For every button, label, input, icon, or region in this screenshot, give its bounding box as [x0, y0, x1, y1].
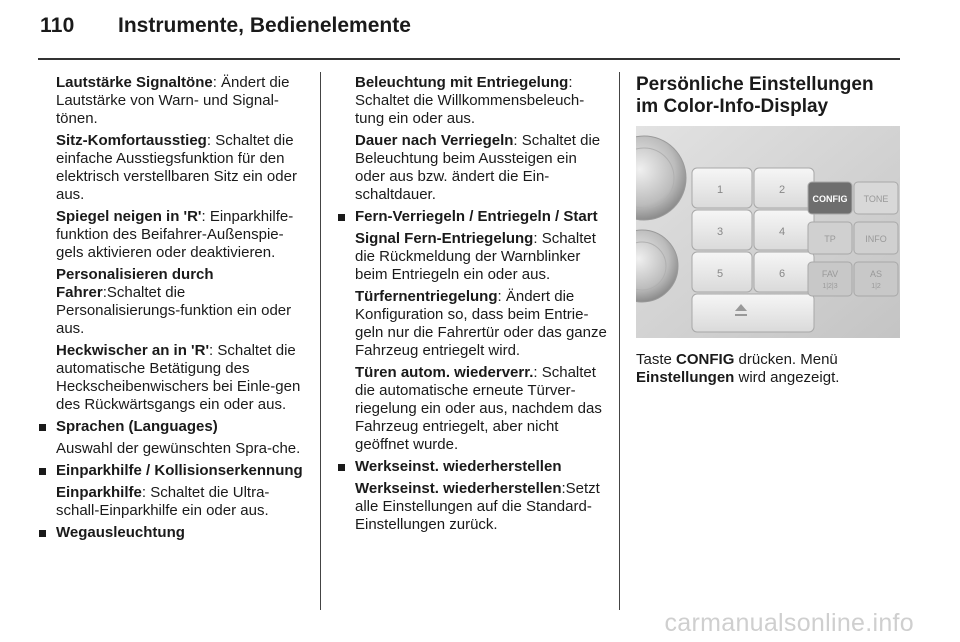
setting-term: Lautstärke Signaltöne	[56, 74, 213, 91]
setting-definition: Lautstärke Signaltöne: Ändert die Lautstärke von Warn- und Signal-tönen.	[56, 74, 290, 127]
bullet-heading: Wegausleuchtung	[38, 524, 306, 542]
setting-description: Schaltet die automatische erneute Türver-riegelung ein oder aus, nachdem das Fahrzeug entriegelt, aber nicht geöffnet wurde.	[355, 364, 602, 453]
setting-description: Einparkhilfe-funktion des Beifahrer-Außenspie-gels aktivieren oder deaktivieren.	[56, 208, 294, 261]
setting-term: Dauer nach Verriegeln	[355, 132, 514, 149]
setting-definition: Dauer nach Verriegeln: Schaltet die Beleuchtung beim Aussteigen ein oder aus bzw. ändert die Ein-schaltdauer.	[355, 132, 601, 203]
setting-term: Werkseinst. wiederherstellen	[355, 480, 562, 497]
setting-term: Türen autom. wiederverr.	[355, 364, 534, 381]
setting-description: Schaltet die Beleuchtung beim Aussteigen ein oder aus bzw. ändert die Ein-schaltdauer.	[355, 132, 601, 203]
setting-description: Schaltet die Ultra-schall-Einparkhilfe ein oder aus.	[56, 484, 270, 519]
svg-text:2: 2	[778, 184, 786, 196]
column-2	[337, 74, 607, 538]
column-3	[636, 74, 900, 387]
bullet-heading: Sprachen (Languages)	[38, 418, 306, 436]
svg-text:5: 5	[716, 268, 724, 280]
svg-text:CONFIG: CONFIG	[812, 194, 848, 204]
svg-text:3: 3	[716, 226, 724, 238]
setting-definition: Einparkhilfe: Schaltet die Ultra-schall-Einparkhilfe ein oder aus.	[56, 484, 270, 519]
bullet-square-icon	[338, 214, 345, 221]
bullet-heading: Fern-Verriegeln / Entriegeln / Start	[337, 208, 607, 226]
setting-definition: Spiegel neigen in 'R': Einparkhilfe-funktion des Beifahrer-Außenspie-gels aktivieren oder deaktivieren.	[56, 208, 294, 261]
setting-term: Spiegel neigen in 'R'	[56, 208, 202, 225]
svg-text:INFO: INFO	[865, 234, 887, 244]
fav-button	[808, 262, 852, 296]
page-number: 110	[40, 14, 75, 37]
svg-text:FAV: FAV	[821, 269, 839, 279]
svg-text:TONE: TONE	[863, 194, 889, 204]
setting-definition: Heckwischer an in 'R': Schaltet die automatische Betätigung des Heckscheibenwischers bei Einle-gen des Rückwärtsgangs ein oder aus.	[56, 342, 301, 413]
bullet-square-icon	[39, 424, 46, 431]
column-divider-1	[320, 72, 321, 610]
svg-text:AS: AS	[869, 269, 883, 279]
setting-definition: Sitz-Komfortausstieg: Schaltet die einfache Ausstiegsfunktion für den elektrisch verstellbaren Sitz ein oder aus.	[56, 132, 297, 203]
setting-definition: Werkseinst. wiederherstellen:Setzt alle Einstellungen auf die Standard-Einstellungen zurück.	[355, 480, 600, 533]
setting-description: Schaltet die Personalisierungs-funktion ein oder aus.	[56, 284, 292, 337]
setting-definition: Türen autom. wiederverr.: Schaltet die automatische erneute Türver-riegelung ein oder aus, nachdem das Fahrzeug entriegelt, aber nicht geöffnet wurde.	[355, 364, 602, 453]
setting-term: Türfernentriegelung	[355, 288, 498, 305]
setting-term: Sitz-Komfortausstieg	[56, 132, 207, 149]
setting-description: Setzt alle Einstellungen auf die Standard-Einstellungen zurück.	[355, 480, 600, 533]
setting-description: Ändert die Lautstärke von Warn- und Signal-tönen.	[56, 74, 290, 127]
setting-description: Ändert die Konfiguration so, dass beim Entrie-geln nur die Fahrertür oder das ganze Fahrzeug entriegelt wird.	[355, 288, 607, 359]
paragraph: Auswahl der gewünschten Spra-che.	[56, 440, 301, 457]
bullet-square-icon	[39, 530, 46, 537]
photo-caption: Taste CONFIG drücken. Menü Einstellungen wird angezeigt.	[636, 351, 840, 386]
svg-text:1: 1	[716, 184, 724, 196]
setting-term: Einparkhilfe	[56, 484, 142, 501]
setting-definition: Signal Fern-Entriegelung: Schaltet die Rückmeldung der Warnblinker beim Entriegeln ein oder aus.	[355, 230, 596, 283]
setting-definition: Türfernentriegelung: Ändert die Konfiguration so, dass beim Entrie-geln nur die Fahrertür oder das ganze Fahrzeug entriegelt wird.	[355, 288, 607, 359]
setting-description: Schaltet die Willkommensbeleuch-tung ein oder aus.	[355, 92, 585, 127]
bullet-heading: Einparkhilfe / Kollisionserkennung	[38, 462, 306, 480]
svg-text:1|2|3: 1|2|3	[822, 283, 838, 290]
column-1	[38, 74, 306, 546]
control-panel-photo	[636, 126, 900, 338]
header-rule	[38, 58, 900, 60]
setting-description: Schaltet die Rückmeldung der Warnblinker beim Entriegeln ein oder aus.	[355, 230, 596, 283]
setting-term: Personalisieren durch Fahrer	[56, 266, 214, 301]
setting-term: Beleuchtung mit Entriegelung	[355, 74, 569, 91]
bullet-heading: Werkseinst. wiederherstellen	[337, 458, 607, 476]
setting-term: Heckwischer an in 'R'	[56, 342, 210, 359]
svg-text:4: 4	[778, 226, 786, 238]
column-divider-2	[619, 72, 620, 610]
bullet-square-icon	[39, 468, 46, 475]
svg-text:TP: TP	[824, 234, 836, 244]
as-button	[854, 262, 898, 296]
setting-definition: Beleuchtung mit Entriegelung: Schaltet die Willkommensbeleuch-tung ein oder aus.	[355, 74, 585, 127]
watermark: carmanualsonline.info	[664, 609, 914, 637]
setting-definition: Personalisieren durch Fahrer:Schaltet die Personalisierungs-funktion ein oder aus.	[56, 266, 292, 337]
svg-text:6: 6	[778, 268, 786, 280]
page-title: Instrumente, Bedienelemente	[118, 14, 411, 37]
setting-description: Schaltet die einfache Ausstiegsfunktion für den elektrisch verstellbaren Sitz ein oder aus.	[56, 132, 297, 203]
setting-term: Signal Fern-Entriegelung	[355, 230, 534, 247]
setting-description: Schaltet die automatische Betätigung des Heckscheibenwischers bei Einle-gen des Rückwärtsgangs ein oder aus.	[56, 342, 301, 413]
section-heading: Persönliche Einstellungen im Color-Info-Display	[636, 74, 874, 117]
bullet-square-icon	[338, 464, 345, 471]
svg-text:1|2: 1|2	[871, 283, 881, 290]
